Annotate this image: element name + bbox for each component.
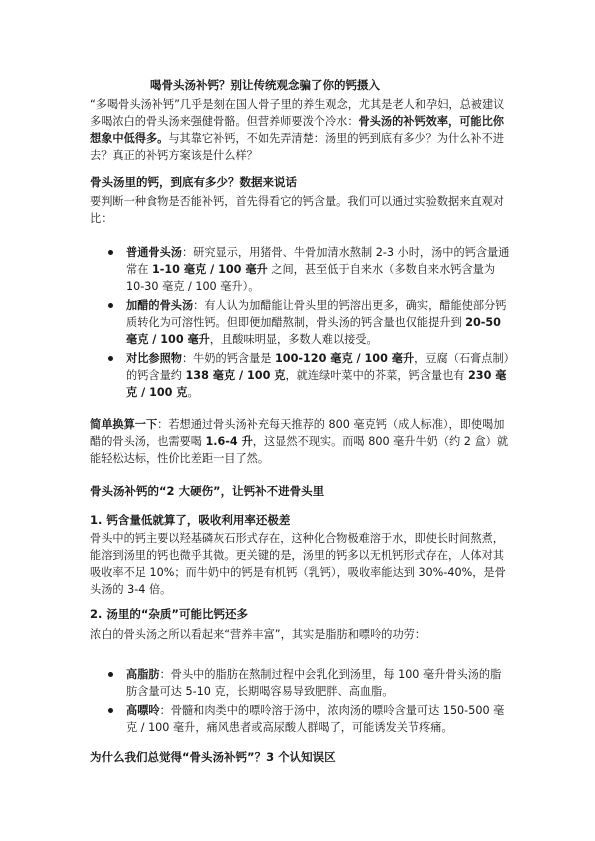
item-value: 138 毫克 / 100 克 — [185, 369, 286, 382]
intro-paragraph — [90, 96, 510, 164]
item-text: ：研究显示，用猪骨、牛骨加清水熬制 2-3 小时，汤中的钙含量通常在 — [126, 246, 510, 276]
list-item — [108, 244, 510, 295]
item-text: ：骨髓和肉类中的嘌呤溶于汤中，浓肉汤的嘌呤含量可达 150-500 毫克 / 100 毫升，痛风患者或高尿酸人群喝了，可能诱发关节疼痛。 — [126, 704, 505, 734]
item-label: 对比参照物 — [126, 352, 182, 365]
intro-bold: 骨头汤的补钙效率，可能比你想象中低得多。 — [90, 115, 504, 145]
intro-text-2: 与其靠它补钙，不如先弄清楚：汤里的钙到底有多少？为什么补不进去？真正的补钙方案该是什么样？ — [90, 132, 504, 162]
section1-lead: 要判断一种食物是否能补钙，首先得看它的钙含量。我们可以通过实验数据来直观对比： — [90, 195, 504, 225]
item-text: 。 — [187, 386, 199, 399]
sub1-paragraph: 骨头中的钙主要以羟基磷灰石形式存在，这种化合物极难溶于水，即使长时间熬煮，能溶到汤里的钙也微乎其微。更关键的是，汤里的钙多以无机钙形式存在，人体对其吸收率不足 10%；而牛奶中的钙是有机钙（乳钙），吸收率能达到 30%-40%，是骨头汤的 3-4 倍。 — [90, 532, 506, 596]
calcium-comparison-list — [108, 244, 510, 403]
section3-heading: 为什么我们总觉得“骨头汤补钙”？3 个认知误区 — [90, 750, 336, 764]
item-text: 之间，甚至低于自来水（多数自来水钙含量为 10-30 毫克 / 100 毫升）。 — [126, 263, 496, 293]
intro-text: “多喝骨头汤补钙”几乎是刻在国人骨子里的养生观念，尤其是老人和孕妇，总被建议多喝浓白的骨头汤来强健骨骼。但营养师要泼个冷水： — [90, 98, 505, 128]
item-text: ：牛奶的钙含量是 — [181, 352, 276, 365]
item-value: 100-120 毫克 / 100 毫升 — [275, 352, 415, 365]
calc-text-2: ，这显然不现实。而喝 800 毫升牛奶（约 2 盒）就能轻松达标，性价比差距一目了然。 — [90, 435, 509, 465]
subheading-1: 1. 钙含量低就算了，吸收利用率还极差 — [90, 513, 291, 527]
calc-value: 1.6-4 升 — [205, 435, 253, 448]
item-value: 1-10 毫克 / 100 毫升 — [151, 263, 268, 276]
calc-paragraph — [90, 416, 510, 467]
item-value: 20-50 毫克 / 100 毫升 — [126, 316, 501, 346]
item-text: ，豆腐（石膏点制）的钙含量约 — [126, 352, 510, 382]
subheading-2: 2. 汤里的“杂质”可能比钙还多 — [90, 607, 248, 621]
article-title: 喝骨头汤补钙？别让传统观念骗了你的钙摄入 — [150, 78, 380, 92]
sub2-paragraph: 浓白的骨头汤之所以看起来“营养丰富”，其实是脂肪和嘌呤的功劳： — [90, 628, 427, 641]
soup-impurities-list — [108, 666, 510, 738]
item-label: 高脂肪 — [126, 668, 160, 681]
item-text: ，就连绿叶菜中的芥菜，钙含量也有 — [285, 369, 468, 382]
list-item — [108, 702, 510, 736]
section2-heading: 骨头汤补钙的“2 大硬伤”，让钙补不进骨头里 — [90, 484, 325, 498]
list-item — [108, 666, 510, 700]
item-label: 高嘌呤 — [126, 704, 160, 717]
calc-label: 简单换算一下 — [90, 418, 158, 431]
item-value: 230 毫克 / 100 克 — [126, 369, 507, 399]
calc-text: ：若想通过骨头汤补充每天推荐的 800 毫克钙（成人标准），即使喝加醋的骨头汤，也需要喝 — [90, 418, 505, 448]
item-text: ：骨头中的脂肪在熬制过程中会乳化到汤里，每 100 毫升骨头汤的脂肪含量可达 5-10 克，长期喝容易导致肥胖、高血脂。 — [126, 668, 502, 698]
item-label: 加醋的骨头汤 — [126, 299, 194, 312]
list-item — [108, 297, 510, 348]
item-text: ，且酸味明显，多数人难以接受。 — [209, 333, 378, 346]
item-text: ：有人认为加醋能让骨头里的钙溶出更多，确实，醋能使部分钙质转化为可溶性钙。但即便加醋熬制，骨头汤的钙含量也仅能提升到 — [126, 299, 507, 329]
item-label: 普通骨头汤 — [126, 246, 182, 259]
section1-heading: 骨头汤里的钙，到底有多少？数据来说话 — [90, 175, 297, 189]
list-item — [108, 350, 510, 401]
